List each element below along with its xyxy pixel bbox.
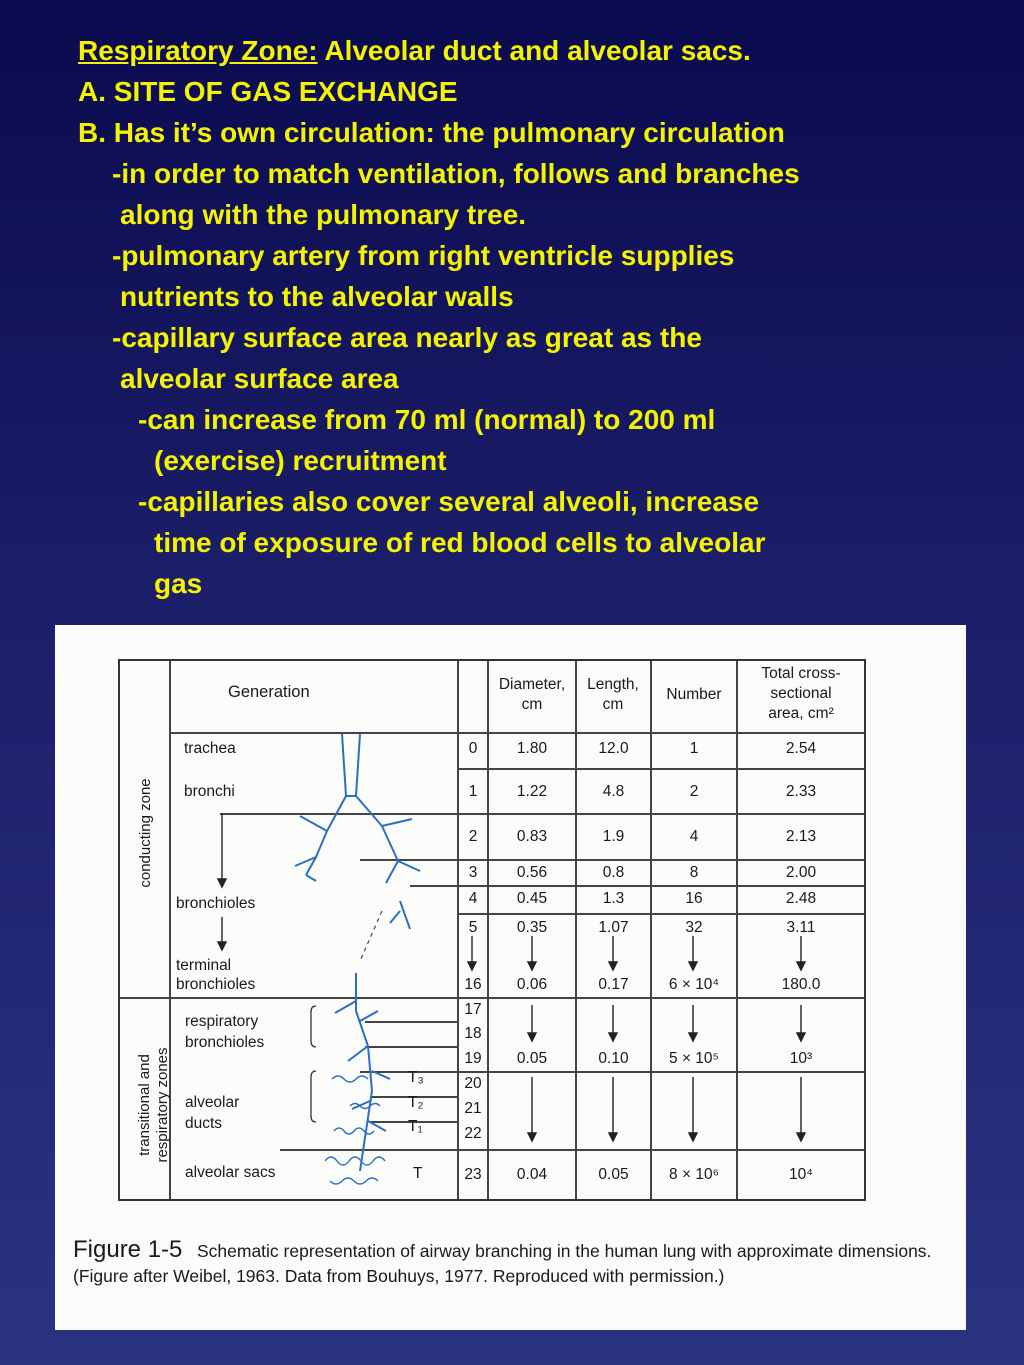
- airway-branch: [335, 1001, 356, 1013]
- sub-bullet-3-cont: alveolar surface area: [120, 363, 399, 394]
- alveolus-curve: [332, 1076, 368, 1082]
- cell-number: 16: [685, 890, 703, 907]
- gen-23: 23: [464, 1166, 482, 1183]
- arrow-head: [609, 1133, 617, 1141]
- cell-number: 5 × 10⁵: [669, 1050, 719, 1067]
- label-respiratory-line1: respiratory: [185, 1013, 259, 1030]
- header-length-line1: Length,: [587, 676, 639, 693]
- label-bronchi: bronchi: [184, 783, 235, 800]
- sub-sub-bullet-2-cont: time of exposure of red blood cells to alveolar: [154, 527, 766, 558]
- airway-branch: [390, 911, 400, 923]
- cell-area: 3.11: [786, 919, 816, 936]
- gen-2: 2: [468, 828, 478, 845]
- cell-length: 0.10: [598, 1050, 629, 1067]
- arrow-head: [528, 1133, 536, 1141]
- slide-title: [78, 30, 978, 71]
- header-diameter-line1: Diameter,: [498, 676, 566, 693]
- arrow-head: [218, 942, 226, 950]
- arrow-head: [218, 879, 226, 887]
- figure-caption: [73, 1237, 953, 1289]
- alveolus-curve: [325, 1157, 385, 1165]
- gen-4: 4: [468, 890, 478, 907]
- cell-area: 2.00: [785, 864, 817, 881]
- alveolus-curve: [330, 1178, 378, 1184]
- arrow-head: [528, 1033, 536, 1041]
- arrow-head: [689, 1033, 697, 1041]
- cell-diameter: 0.83: [516, 828, 548, 845]
- header-area-line2: sectional: [770, 685, 832, 702]
- column-arrows: [468, 936, 805, 1141]
- title-label: Respiratory Zone:: [78, 35, 318, 66]
- gen-0: 0: [468, 740, 478, 757]
- sub-sub-bullet-1-cont: (exercise) recruitment: [154, 445, 447, 476]
- sub-bullet-2-cont: nutrients to the alveolar walls: [120, 281, 514, 312]
- label-arrows: [218, 813, 226, 950]
- label-t1: T₁: [408, 1118, 423, 1135]
- slide-text: [78, 30, 978, 604]
- sub-bullet-2: -pulmonary artery from right ventricle supplies: [112, 240, 735, 271]
- arrow-head: [797, 1033, 805, 1041]
- cell-area: 2.33: [785, 783, 817, 800]
- cell-diameter: 1.22: [516, 783, 548, 800]
- sub-sub-bullet-1: -can increase from 70 ml (normal) to 200 ml: [138, 404, 716, 435]
- gen-3: 3: [468, 864, 478, 881]
- bracket: [311, 1071, 316, 1122]
- label-alveolar-sacs: alveolar sacs: [185, 1164, 276, 1181]
- airway-branch: [398, 861, 420, 871]
- cell-length: 0.8: [602, 864, 625, 881]
- airway-branch: [356, 734, 398, 861]
- title-rest: Alveolar duct and alveolar sacs.: [317, 35, 751, 66]
- bullet-a: A. SITE OF GAS EXCHANGE: [78, 76, 458, 107]
- zone-conducting: conducting zone: [137, 778, 154, 888]
- sub-sub-bullet-2: -capillaries also cover several alveoli, increase: [138, 486, 760, 517]
- cell-area: 10⁴: [789, 1166, 813, 1183]
- label-t2: T₂: [408, 1094, 424, 1111]
- arrow-head: [797, 1133, 805, 1141]
- gen-17: 17: [464, 1001, 482, 1018]
- label-alveolar-line1: alveolar: [185, 1094, 240, 1111]
- cell-number: 8: [689, 864, 699, 881]
- label-respiratory-line2: bronchioles: [185, 1034, 265, 1051]
- label-trachea: trachea: [184, 740, 236, 757]
- label-t: T: [413, 1165, 423, 1182]
- gen-22: 22: [464, 1125, 482, 1142]
- cell-diameter: 0.05: [516, 1050, 548, 1067]
- zone-transitional-line2: respiratory zones: [154, 1047, 171, 1163]
- cell-diameter: 1.80: [516, 740, 548, 757]
- cell-area: 10³: [789, 1050, 813, 1067]
- header-area-line1: Total cross-: [761, 665, 841, 682]
- cell-length: 12.0: [598, 740, 629, 757]
- arrow-head: [609, 1033, 617, 1041]
- label-bronchioles: bronchioles: [176, 895, 256, 912]
- label-alveolar-line2: ducts: [185, 1115, 223, 1132]
- cell-diameter: 0.45: [516, 890, 548, 907]
- cell-diameter: 0.56: [516, 864, 548, 881]
- header-generation: Generation: [228, 683, 310, 701]
- header-length-line2: cm: [602, 696, 624, 713]
- alveolar-sacs-drawing: [325, 1076, 385, 1184]
- sub-bullet-1: -in order to match ventilation, follows and branches: [112, 158, 800, 189]
- cell-number: 4: [689, 828, 699, 845]
- airway-branch: [368, 1121, 386, 1131]
- cell-length: 0.05: [598, 1166, 629, 1183]
- arrow-head: [609, 962, 617, 970]
- gen-1: 1: [468, 783, 478, 800]
- cell-number: 6 × 10⁴: [668, 976, 720, 993]
- airway-branch: [306, 734, 346, 875]
- arrow-head: [528, 962, 536, 970]
- cell-area: 2.54: [785, 740, 817, 757]
- cell-length: 1.07: [598, 919, 629, 936]
- alveolus-curve: [334, 1128, 374, 1134]
- brackets: [311, 1006, 316, 1122]
- airway-branch: [386, 861, 398, 883]
- zone-transitional-line1: transitional and: [136, 1054, 153, 1156]
- label-t3: T₃: [408, 1069, 424, 1086]
- cell-length: 4.8: [602, 783, 625, 800]
- cell-number: 2: [689, 783, 699, 800]
- header-diameter-line2: cm: [521, 696, 543, 713]
- gen-18: 18: [464, 1025, 482, 1042]
- bracket: [311, 1006, 316, 1047]
- cell-length: 0.17: [598, 976, 629, 993]
- airway-branch: [372, 1071, 390, 1079]
- arrow-head: [689, 1133, 697, 1141]
- cell-length: 1.9: [602, 828, 625, 845]
- cell-area: 2.48: [785, 890, 817, 907]
- figure-caption-text: Schematic representation of airway branching in the human lung with approximate dimensions. (Figure after Weibel, 1963. Data from Bouhuys, 1977. Reproduced with permission.): [73, 1241, 932, 1286]
- label-terminal-line2: bronchioles: [176, 976, 256, 993]
- airway-branch: [306, 875, 316, 881]
- cell-number: 32: [685, 919, 703, 936]
- airway-branch: [300, 816, 327, 831]
- cell-number: 8 × 10⁶: [669, 1166, 719, 1183]
- airway-branch: [400, 901, 410, 929]
- header-area-line3: area, cm²: [768, 705, 834, 722]
- airway-branch: [348, 1046, 368, 1061]
- airway-tree-illustration: [120, 661, 868, 1203]
- airway-branch: [356, 973, 372, 1171]
- gen-20: 20: [464, 1075, 482, 1092]
- sub-bullet-3: -capillary surface area nearly as great as the: [112, 322, 702, 353]
- gen-5: 5: [468, 919, 478, 936]
- bullet-b: B. Has it’s own circulation: the pulmonary circulation: [78, 117, 785, 148]
- cell-area: 180.0: [781, 976, 821, 993]
- cell-diameter: 0.04: [516, 1166, 548, 1183]
- cell-area: 2.13: [785, 828, 817, 845]
- gen-19: 19: [464, 1050, 482, 1067]
- gen-16: 16: [464, 976, 482, 993]
- gen-21: 21: [464, 1100, 482, 1117]
- cell-diameter: 0.06: [516, 976, 548, 993]
- arrow-head: [468, 962, 476, 970]
- sub-bullet-1-cont: along with the pulmonary tree.: [120, 199, 527, 230]
- cell-number: 1: [689, 740, 699, 757]
- cell-diameter: 0.35: [516, 919, 548, 936]
- airway-table: [118, 659, 866, 1201]
- figure-label: Figure 1-5: [73, 1236, 183, 1263]
- sub-sub-bullet-2-cont2: gas: [154, 568, 203, 599]
- airway-branch: [360, 1011, 378, 1021]
- header-number: Number: [666, 686, 722, 703]
- airway-branch: [382, 819, 412, 826]
- arrow-head: [689, 962, 697, 970]
- label-terminal-line1: terminal: [176, 957, 232, 974]
- arrow-head: [797, 962, 805, 970]
- airway-figure: [55, 625, 966, 1330]
- cell-length: 1.3: [602, 890, 625, 907]
